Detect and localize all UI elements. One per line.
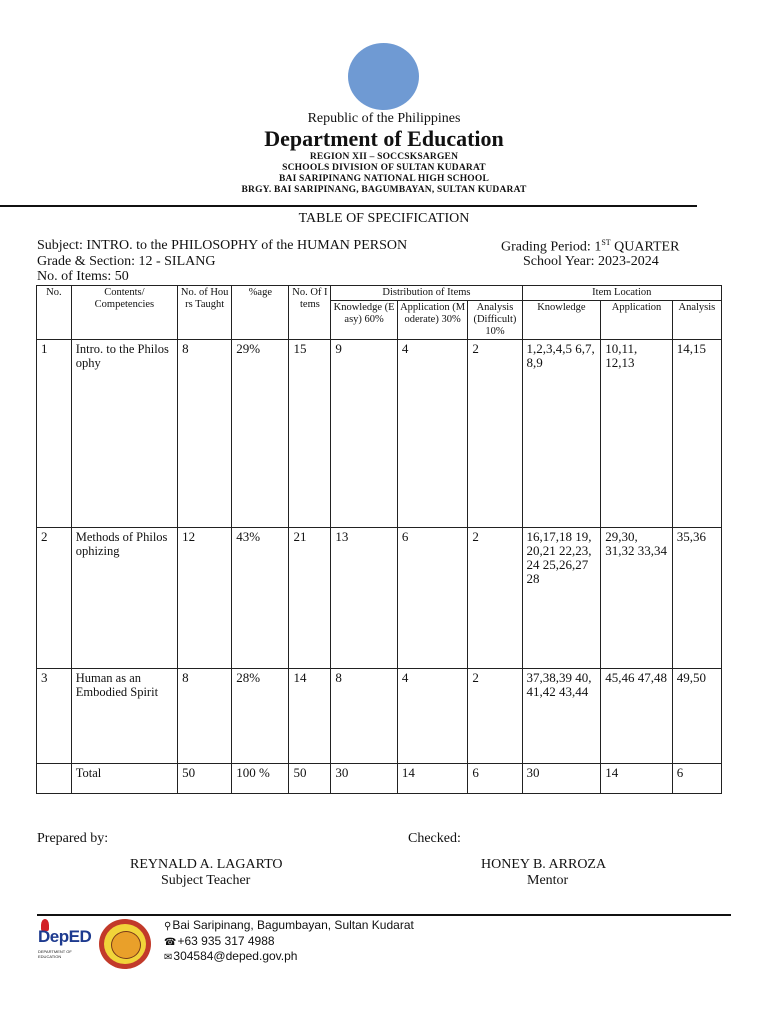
header-contents: Contents/ Competencies — [71, 286, 177, 340]
cell-knowledge: 9 — [331, 340, 397, 528]
cell-loc-knowledge: 1,2,3,4,5 6,7,8,9 — [522, 340, 601, 528]
grade-section-line: Grade & Section: 12 - SILANG — [37, 254, 216, 269]
header-analysis: Analysis (Difficult) 10% — [468, 301, 522, 340]
division-line: SCHOOLS DIVISION OF SULTAN KUDARAT — [282, 163, 486, 173]
cell-loc-application: 29,30, 31,32 33,34 — [601, 528, 673, 669]
checker-title: Mentor — [527, 873, 569, 888]
header-loc-application: Application — [601, 301, 673, 340]
cell-analysis: 2 — [468, 340, 522, 528]
cell-loc-knowledge: 16,17,18 19,20,21 22,23,24 25,26,27 28 — [522, 528, 601, 669]
cell-analysis: 2 — [468, 528, 522, 669]
checked-label: Checked: — [408, 831, 461, 846]
document-title: TABLE OF SPECIFICATION — [298, 211, 470, 226]
school-year-line: School Year: 2023-2024 — [523, 254, 659, 269]
cell-percentage: 29% — [232, 340, 289, 528]
cell-loc-knowledge: 37,38,39 40,41,42 43,44 — [522, 669, 601, 764]
total-row — [37, 764, 722, 794]
cell-application: 6 — [397, 528, 468, 669]
prepared-by-label: Prepared by: — [37, 831, 109, 846]
number-of-items-line: No. of Items: 50 — [37, 269, 129, 284]
table-row — [37, 528, 722, 669]
cell-percentage: 43% — [232, 528, 289, 669]
cell-no — [37, 764, 72, 794]
header-num-items: No. Of Items — [289, 286, 331, 340]
cell-application: 4 — [397, 669, 468, 764]
address-line: BRGY. BAI SARIPINANG, BAGUMBAYAN, SULTAN KUDARAT — [241, 185, 527, 195]
total-knowledge: 30 — [331, 764, 397, 794]
cell-percentage: 28% — [232, 669, 289, 764]
total-analysis: 6 — [468, 764, 522, 794]
footer-phone: ☎+63 935 317 4988 — [164, 934, 275, 948]
school-seal-logo — [99, 919, 151, 969]
cell-items: 21 — [289, 528, 331, 669]
total-label: Total — [71, 764, 177, 794]
cell-hours: 8 — [178, 669, 232, 764]
total-loc-knowledge: 30 — [522, 764, 601, 794]
header-seal-circle — [348, 43, 419, 110]
telephone-icon: ☎ — [164, 937, 177, 948]
cell-content: Human as an Embodied Spirit — [71, 669, 177, 764]
header-loc-analysis: Analysis — [672, 301, 721, 340]
cell-knowledge: 13 — [331, 528, 397, 669]
department-title: Department of Education — [264, 126, 504, 151]
header-loc-knowledge: Knowledge — [522, 301, 601, 340]
deped-logo: DepED DEPARTMENT OF EDUCATION — [36, 919, 94, 965]
header-percentage: %age — [232, 286, 289, 340]
specification-table — [36, 285, 722, 794]
cell-loc-application: 45,46 47,48 — [601, 669, 673, 764]
cell-content: Methods of Philosophizing — [71, 528, 177, 669]
header-application: Application (Moderate) 30% — [397, 301, 468, 340]
total-percentage: 100 % — [232, 764, 289, 794]
cell-knowledge: 8 — [331, 669, 397, 764]
region-line: REGION XII – SOCCSKSARGEN — [309, 152, 459, 162]
cell-application: 4 — [397, 340, 468, 528]
checker-name: HONEY B. ARROZA — [481, 857, 607, 872]
header-distribution: Distribution of Items — [331, 286, 522, 301]
cell-loc-analysis: 14,15 — [672, 340, 721, 528]
total-hours: 50 — [178, 764, 232, 794]
header-knowledge: Knowledge (Easy) 60% — [331, 301, 397, 340]
header-item-location: Item Location — [522, 286, 721, 301]
envelope-icon: ✉ — [164, 952, 173, 963]
table-row — [37, 340, 722, 528]
preparer-name: REYNALD A. LAGARTO — [130, 857, 283, 872]
grading-period-line: Grading Period: 1ST QUARTER — [501, 238, 680, 255]
cell-loc-analysis: 49,50 — [672, 669, 721, 764]
cell-items: 15 — [289, 340, 331, 528]
cell-loc-application: 10,11, 12,13 — [601, 340, 673, 528]
republic-line: Republic of the Philippines — [307, 111, 461, 126]
table-header-row — [37, 286, 722, 301]
cell-hours: 8 — [178, 340, 232, 528]
table-row — [37, 669, 722, 764]
cell-no: 2 — [37, 528, 72, 669]
total-loc-application: 14 — [601, 764, 673, 794]
total-application: 14 — [397, 764, 468, 794]
header-hours: No. of Hours Taught — [178, 286, 232, 340]
header-divider — [0, 205, 697, 207]
footer-address: ⚲Bai Saripinang, Bagumbayan, Sultan Kudarat — [164, 918, 414, 932]
cell-analysis: 2 — [468, 669, 522, 764]
total-items: 50 — [289, 764, 331, 794]
cell-no: 3 — [37, 669, 72, 764]
location-pin-icon: ⚲ — [164, 921, 172, 932]
footer-email: ✉304584@deped.gov.ph — [164, 949, 298, 963]
subject-line: Subject: INTRO. to the PHILOSOPHY of the HUMAN PERSON — [37, 238, 408, 253]
cell-content: Intro. to the Philosophy — [71, 340, 177, 528]
header-no: No. — [37, 286, 72, 340]
total-loc-analysis: 6 — [672, 764, 721, 794]
school-line: BAI SARIPINANG NATIONAL HIGH SCHOOL — [278, 174, 490, 184]
cell-loc-analysis: 35,36 — [672, 528, 721, 669]
cell-items: 14 — [289, 669, 331, 764]
footer-divider — [37, 914, 731, 916]
preparer-title: Subject Teacher — [161, 873, 251, 888]
cell-hours: 12 — [178, 528, 232, 669]
cell-no: 1 — [37, 340, 72, 528]
